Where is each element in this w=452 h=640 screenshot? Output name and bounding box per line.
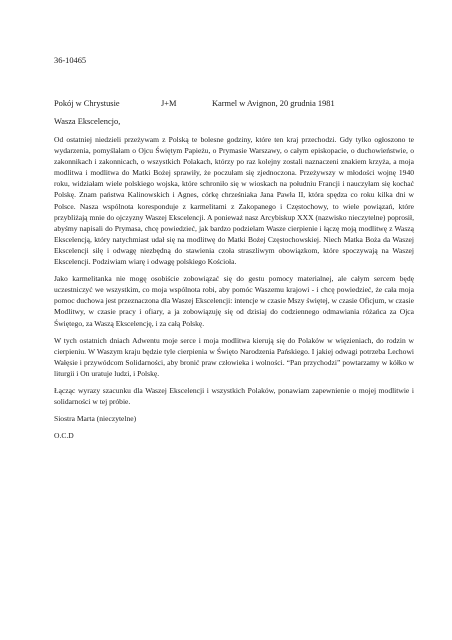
place-and-date: Karmel w Avignon, 20 grudnia 1981 <box>212 99 335 108</box>
paragraph: Od ostatniej niedzieli przeżywam z Polską te bolesne godziny, które ten kraj przechodzi. Gdy tylko ogłoszono te wydarzenia, pomyślałam o Ojcu Świętym Papieżu, o Prymasie Warszawy, o całym episkopacie, o duchowieństwie, o zakonnikach i zakonnicach, o wszystkich Polakach, którzy po raz kolejny zostali naznaczeni znakiem krzyża, a moja modlitwa i modlitwa do Matki Bożej sprawiły, że poczułam się zjednoczona. Przeżywszy w młodości wojnę 1940 roku, widziałam wiele polskiego wojska, które schroniło się w wioskach na południu Francji i nauczyłam się kochać Polskę. Znam państwa Kalinowskich i Agnes, córkę chrześniaka Jana Pawła II, która spędza co roku kilka dni w Polsce. Nasza wspólnota koresponduje z karmelitami z Zakopanego i Częstochowy, to wiele powiązań, które przybliżają mnie do ojczyzny Waszej Ekscelencji. A ponieważ nasz Arcybiskup XXX (nazwisko nieczytelne) poprosił, abyśmy napisali do Prymasa, chcę powiedzieć, jak bardzo podzielam Wasze cierpienie i łączę moją modlitwę z Waszą Ekscelencją, który natychmiast udał się na modlitwę do Matki Bożej Częstochowskiej. Niech Matka Boża da Waszej Ekscelencji siłę i odwagę niezbędną do stawienia czoła straszliwym obowiązkom, które spoczywają na Waszej Ekscelencji. Podziwiam wiarę i odwagę polskiego Kościoła. <box>54 135 414 267</box>
paragraph: Łącząc wyrazy szacunku dla Waszej Ekscelencji i wszystkich Polaków, ponawiam zapewnienie o mojej modlitwie i solidarności w tej próbie. <box>54 385 414 407</box>
salutation: Wasza Ekscelencjo, <box>54 117 121 126</box>
letter-body <box>54 134 414 447</box>
paragraph: W tych ostatnich dniach Adwentu moje serce i moja modlitwa kierują się do Polaków w więzieniach, do rodzin w cierpieniu. W Waszym kraju będzie tyle cierpienia w Święto Narodzenia Pańskiego. I jakiej odwagi potrzeba Lechowi Wałęsie i przywódcom Solidarności, aby bronić praw człowieka i wolności. “Pan przychodzi” powtarzamy w kółko w liturgii i On uratuje ludzi, i Polskę. <box>54 335 414 378</box>
order-abbreviation: O.C.D <box>54 431 74 441</box>
monogram: J+M <box>161 99 177 108</box>
reference-number: 36-10465 <box>54 56 87 65</box>
signature: Siostra Marta (nieczytelne) <box>54 414 137 424</box>
greeting-phrase: Pokój w Chrystusie <box>54 99 120 108</box>
paragraph: Jako karmelitanka nie mogę osobiście zobowiązać się do gestu pomocy materialnej, ale całym sercem będę uczestniczyć we wszystkim, co moja wspólnota robi, aby pomóc Waszemu krajowi - i chcę powiedzieć, że cała moja pomoc duchowa jest przeznaczona dla Waszej Ekscelencji: intencje w czasie Mszy świętej, w czasie Oficjum, w czasie Modlitwy, w czasie pracy i ofiary, a ja zobowiązuję się od dzisiaj do codziennego odmawiania różańca za Ojca Świętego, za Waszą Ekscelencję, i za całą Polskę. <box>54 274 414 328</box>
